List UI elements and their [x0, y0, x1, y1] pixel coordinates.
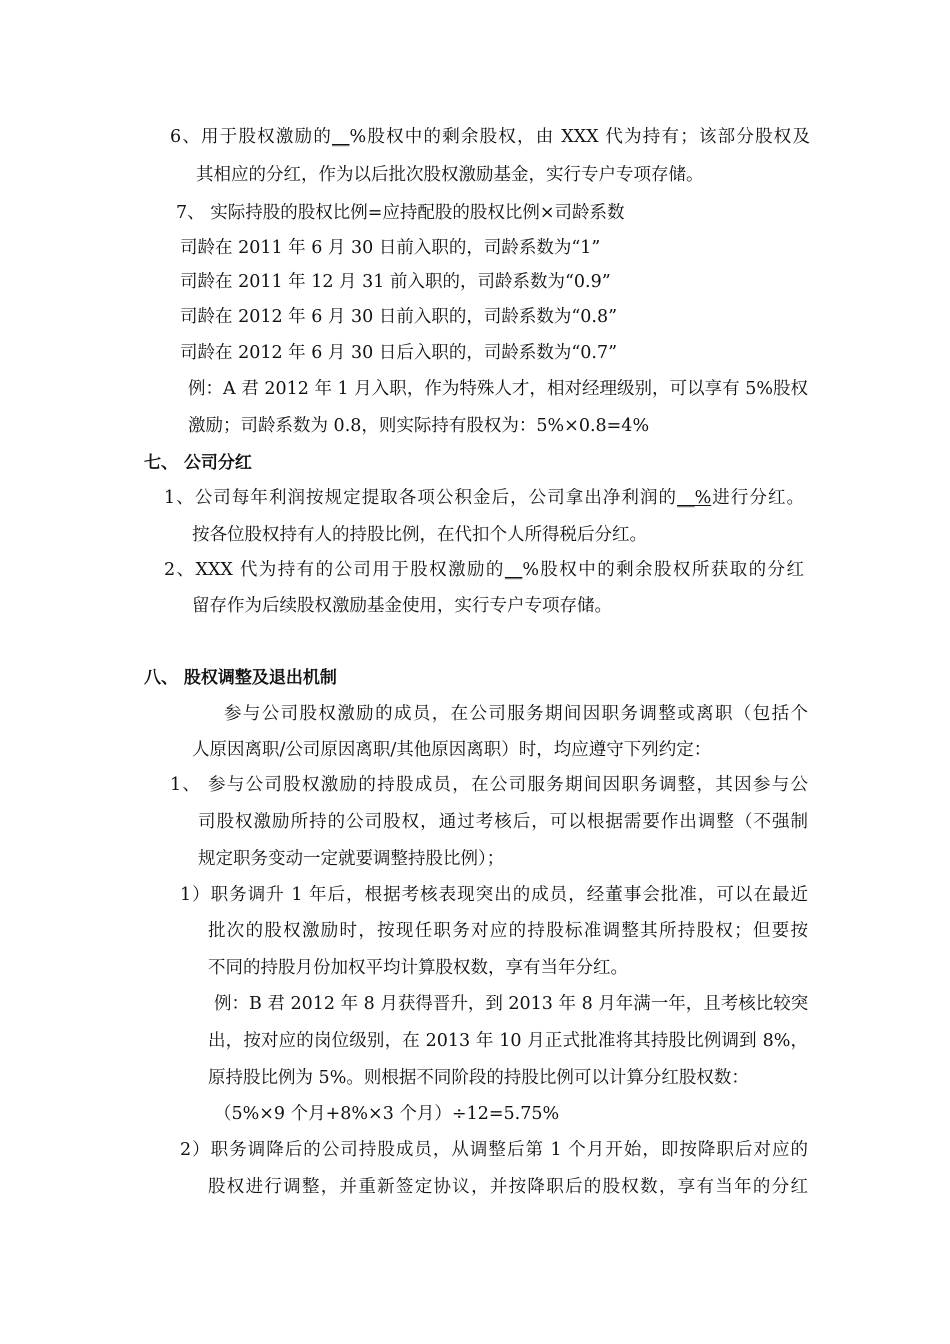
- section-7-item-1-line-2: 按各位股权持有人的持股比例，在代扣个人所得税后分红。: [192, 525, 647, 545]
- item-7: 7、 实际持股的股权比例=应持配股的股权比例×司龄系数: [176, 203, 625, 223]
- blank-field: __%: [677, 488, 712, 508]
- sub-item-1-line-1: 1）职务调升 1 年后，根据考核表现突出的成员，经董事会批准，可以在最近: [180, 885, 808, 905]
- section-8-intro-line-1: 参与公司股权激励的成员，在公司服务期间因职务调整或离职（包括个: [224, 704, 808, 724]
- section-8-item-1-line-3: 规定职务变动一定就要调整持股比例）；: [198, 849, 505, 869]
- example-b-line-1: 例：B 君 2012 年 8 月获得晋升，到 2013 年 8 月年满一年，且考核比较突: [214, 994, 809, 1014]
- sub-item-1-line-2: 批次的股权激励时，按现任职务对应的持股标准调整其所持股权；但要按: [208, 921, 808, 941]
- blank-field: __: [504, 560, 523, 580]
- sub-item-1-line-3: 不同的持股月份加权平均计算股权数，享有当年分红。: [208, 958, 628, 978]
- section-7-item-1-line-1: 1、公司每年利润按规定提取各项公积金后，公司拿出净利润的__%进行分红。: [164, 488, 804, 508]
- section-8-intro-line-2: 人原因离职/公司原因离职/其他原因离职）时，均应遵守下列约定：: [192, 740, 712, 760]
- section-7-item-2-line-1: 2、XXX 代为持有的公司用于股权激励的__%股权中的剩余股权所获取的分红: [164, 560, 804, 580]
- sub-item-2-line-1: 2）职务调降后的公司持股成员，从调整后第 1 个月开始，即按降职后对应的: [180, 1140, 808, 1160]
- example-a-line-2: 激励；司龄系数为 0.8，则实际持有股权为：5%×0.8=4%: [188, 416, 650, 436]
- example-b-line-3: 原持股比例为 5%。则根据不同阶段的持股比例可以计算分红股权数：: [208, 1068, 749, 1088]
- example-a-line-1: 例：A 君 2012 年 1 月入职，作为特殊人才，相对经理级别，可以享有 5%股权: [188, 379, 808, 399]
- section-8-heading: 八、 股权调整及退出机制: [144, 668, 337, 688]
- seniority-rule-1: 司龄在 2011 年 6 月 30 日前入职的，司龄系数为“1”: [180, 238, 601, 258]
- seniority-rule-4: 司龄在 2012 年 6 月 30 日后入职的，司龄系数为“0.7”: [180, 343, 618, 363]
- example-b-line-2: 出，按对应的岗位级别，在 2013 年 10 月正式批准将其持股比例调到 8%，: [208, 1031, 808, 1051]
- seniority-rule-2: 司龄在 2011 年 12 月 31 前入职的，司龄系数为“0.9”: [180, 272, 611, 292]
- blank-field: __: [332, 127, 350, 147]
- item-6-line-2: 其相应的分红，作为以后批次股权激励基金，实行专户专项存储。: [196, 165, 704, 185]
- item-6-line-1: 6、用于股权激励的__%股权中的剩余股权，由 XXX 代为持有；该部分股权及: [170, 127, 810, 147]
- section-8-item-1-line-2: 司股权激励所持的公司股权，通过考核后，可以根据需要作出调整（不强制: [198, 812, 808, 832]
- seniority-rule-3: 司龄在 2012 年 6 月 30 日前入职的，司龄系数为“0.8”: [180, 307, 618, 327]
- section-8-item-1-line-1: 1、 参与公司股权激励的持股成员，在公司服务期间因职务调整，其因参与公: [170, 775, 808, 795]
- section-7-item-2-line-2: 留存作为后续股权激励基金使用，实行专户专项存储。: [192, 596, 612, 616]
- sub-item-2-line-2: 股权进行调整，并重新签定协议，并按降职后的股权数，享有当年的分红: [208, 1177, 808, 1197]
- section-7-heading: 七、 公司分红: [144, 453, 252, 473]
- example-b-formula: （5%×9 个月+8%×3 个月）÷12=5.75%: [214, 1104, 560, 1124]
